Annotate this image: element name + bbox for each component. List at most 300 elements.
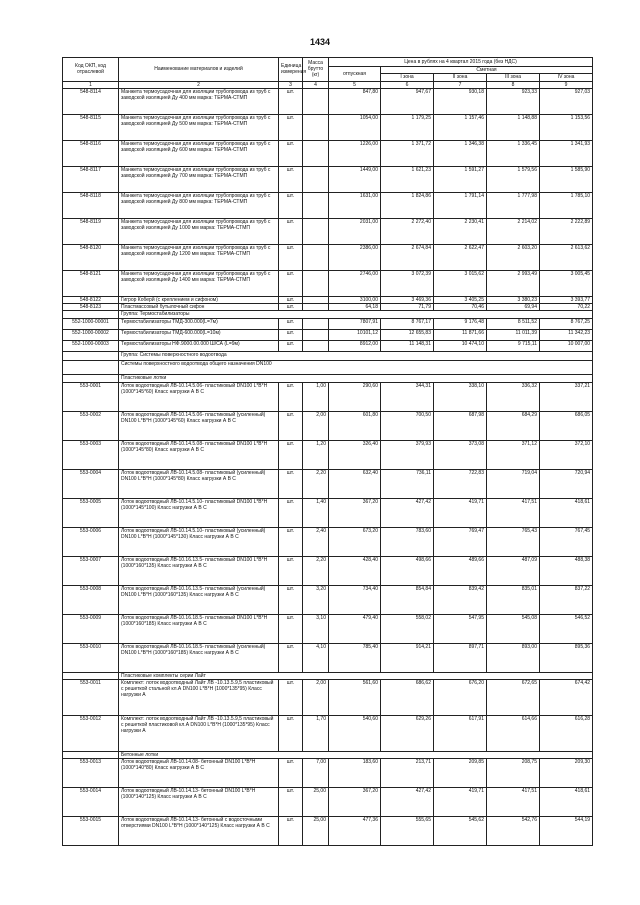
price-zone-4: 767,45 — [540, 527, 593, 556]
item-code: 548-8114 — [63, 88, 119, 114]
price-zone-1: 629,26 — [381, 715, 434, 751]
item-mass — [303, 114, 329, 140]
item-mass — [303, 318, 329, 329]
item-unit: шт. — [279, 114, 303, 140]
item-mass: 25,00 — [303, 817, 329, 846]
col-number: 9 — [540, 81, 593, 88]
price-zone-4: 70,22 — [540, 304, 593, 311]
price-zone-3: 893,00 — [487, 643, 540, 672]
item-unit: шт. — [279, 788, 303, 817]
header-zone-4: IV зона — [540, 74, 593, 81]
header-mass: Масса брутто (кг) — [303, 58, 329, 82]
price-zone-2: 1 791,14 — [434, 192, 487, 218]
item-unit: шт. — [279, 218, 303, 244]
price-release: 183,60 — [329, 759, 381, 788]
price-zone-1: 686,62 — [381, 679, 434, 715]
price-zone-3: 8 511,52 — [487, 318, 540, 329]
group-row — [63, 311, 593, 318]
subgroup-heading: Системы поверхностного водоотвода общего назначения DN100 — [119, 360, 593, 374]
price-zone-1: 213,71 — [381, 759, 434, 788]
table-row — [63, 318, 593, 329]
item-code: 548-8122 — [63, 296, 119, 303]
price-zone-3: 3 380,23 — [487, 296, 540, 303]
price-zone-2: 373,08 — [434, 440, 487, 469]
price-zone-1: 3 469,36 — [381, 296, 434, 303]
item-unit: шт. — [279, 88, 303, 114]
table-header — [63, 58, 593, 89]
group-row — [63, 751, 593, 758]
price-zone-4: 1 153,56 — [540, 114, 593, 140]
price-zone-1: 1 621,23 — [381, 166, 434, 192]
price-release: 477,36 — [329, 817, 381, 846]
price-zone-4: 488,38 — [540, 556, 593, 585]
price-zone-1: 854,84 — [381, 585, 434, 614]
price-zone-2: 9 176,48 — [434, 318, 487, 329]
price-zone-3: 2 214,02 — [487, 218, 540, 244]
table-row — [63, 340, 593, 351]
item-mass: 4,10 — [303, 643, 329, 672]
column-numbers-row — [63, 81, 593, 88]
price-release: 2031,00 — [329, 218, 381, 244]
item-mass: 25,00 — [303, 788, 329, 817]
page-number: 1434 — [309, 37, 331, 47]
price-zone-3: 208,75 — [487, 759, 540, 788]
price-zone-2: 722,83 — [434, 469, 487, 498]
item-name: Лоток водоотводный ЛВ-10.14.5.06- пластиковый (усиленный) DN100 L*B*H (1000*145*60) Класс нагрузки А В С — [119, 411, 279, 440]
price-zone-2: 11 871,66 — [434, 329, 487, 340]
item-unit: шт. — [279, 192, 303, 218]
table-row — [63, 114, 593, 140]
col-number: 6 — [381, 81, 434, 88]
price-zone-4: 418,61 — [540, 788, 593, 817]
price-zone-2: 10 474,10 — [434, 340, 487, 351]
price-release: 64,18 — [329, 304, 381, 311]
item-name: Манжета термоусадочная для изоляции трубопровода из труб с заводской изоляцией Ду 800 мм марка: ТЕРМА-СТМП — [119, 192, 279, 218]
item-code: 548-8117 — [63, 166, 119, 192]
item-code: 553-0003 — [63, 440, 119, 469]
col-number: 2 — [119, 81, 279, 88]
price-zone-1: 914,21 — [381, 643, 434, 672]
item-mass — [303, 329, 329, 340]
item-mass: 7,00 — [303, 759, 329, 788]
item-mass: 2,00 — [303, 679, 329, 715]
price-zone-1: 71,79 — [381, 304, 434, 311]
table-body — [63, 88, 593, 845]
item-mass — [303, 270, 329, 296]
group-row — [63, 360, 593, 374]
price-zone-2: 839,42 — [434, 585, 487, 614]
price-zone-2: 70,46 — [434, 304, 487, 311]
item-name: Лоток водоотводный ЛВ-10.16.18.5- пластиковый (усиленный) DN100 L*B*H (1000*160*185) Класс нагрузки А В С — [119, 643, 279, 672]
item-name: Лоток водоотводный ЛВ-10.14.5.08- пластиковый (усиленный) DN100 L*B*H (1000*145*80) Класс нагрузки А В С — [119, 469, 279, 498]
price-zone-3: 672,65 — [487, 679, 540, 715]
item-code: 553-0008 — [63, 585, 119, 614]
table-row — [63, 585, 593, 614]
price-release: 1226,00 — [329, 140, 381, 166]
table-row — [63, 498, 593, 527]
price-release: 1054,00 — [329, 114, 381, 140]
item-unit: шт. — [279, 817, 303, 846]
price-zone-4: 209,30 — [540, 759, 593, 788]
table-row — [63, 440, 593, 469]
price-release: 632,40 — [329, 469, 381, 498]
price-zone-4: 927,03 — [540, 88, 593, 114]
price-zone-2: 1 346,38 — [434, 140, 487, 166]
price-zone-1: 700,50 — [381, 411, 434, 440]
price-zone-4: 837,22 — [540, 585, 593, 614]
subgroup-heading: Бетонные лотки — [119, 751, 593, 758]
col-number: 5 — [329, 81, 381, 88]
item-code: 548-8123 — [63, 304, 119, 311]
col-number: 7 — [434, 81, 487, 88]
price-zone-4: 720,94 — [540, 469, 593, 498]
price-zone-3: 1 148,88 — [487, 114, 540, 140]
price-release: 673,20 — [329, 527, 381, 556]
price-zone-2: 419,71 — [434, 788, 487, 817]
item-unit: шт. — [279, 270, 303, 296]
price-release: 367,20 — [329, 498, 381, 527]
item-name: Пластмассовый бутылочный сифон — [119, 304, 279, 311]
item-code: 548-8120 — [63, 244, 119, 270]
item-code: 553-0001 — [63, 382, 119, 411]
item-code: 548-8116 — [63, 140, 119, 166]
item-code: 553-0005 — [63, 498, 119, 527]
col-number: 3 — [279, 81, 303, 88]
item-name: Лоток водоотводный ЛВ-10.14.5.08- пластиковый DN100 L*B*H (1000*145*80) Класс нагрузки А В С — [119, 440, 279, 469]
price-zone-3: 69,94 — [487, 304, 540, 311]
price-release: 3100,00 — [329, 296, 381, 303]
table-row — [63, 218, 593, 244]
col-number: 1 — [63, 81, 119, 88]
item-name: Лоток водоотводный ЛВ-10.16.13.5- пластиковый (усиленный) DN100 L*B*H (1000*160*135) Класс нагрузки А В С — [119, 585, 279, 614]
price-zone-1: 344,31 — [381, 382, 434, 411]
table-row — [63, 382, 593, 411]
table-row — [63, 527, 593, 556]
price-zone-4: 616,28 — [540, 715, 593, 751]
item-code: 553-0012 — [63, 715, 119, 751]
item-mass — [303, 166, 329, 192]
price-release: 561,60 — [329, 679, 381, 715]
price-zone-2: 2 622,47 — [434, 244, 487, 270]
price-zone-4: 1 785,10 — [540, 192, 593, 218]
price-zone-3: 487,09 — [487, 556, 540, 585]
item-unit: шт. — [279, 715, 303, 751]
price-zone-4: 337,21 — [540, 382, 593, 411]
item-unit: шт. — [279, 759, 303, 788]
price-zone-2: 209,85 — [434, 759, 487, 788]
item-name: Комплект: лоток водоотводный Лайт ЛВ -10.13.5.9,5 пластиковый с решеткой пластиковой кл.А DN100 L*B*H (1000*135*95) Класс нагрузки А — [119, 715, 279, 751]
price-release: 367,20 — [329, 788, 381, 817]
price-zone-1: 736,11 — [381, 469, 434, 498]
price-zone-4: 372,10 — [540, 440, 593, 469]
item-mass — [303, 192, 329, 218]
price-table — [62, 57, 593, 846]
group-row — [63, 672, 593, 679]
item-unit: шт. — [279, 296, 303, 303]
item-code: 553-0006 — [63, 527, 119, 556]
price-zone-3: 542,76 — [487, 817, 540, 846]
price-zone-3: 1 579,56 — [487, 166, 540, 192]
item-name: Комплект: лоток водоотводный Лайт ЛВ -10.13.5.9,5 пластиковый с решеткой стальной кл.А DN100 L*B*H (1000*135*95) Класс нагрузки А — [119, 679, 279, 715]
price-zone-4: 418,61 — [540, 498, 593, 527]
item-code: 553-0007 — [63, 556, 119, 585]
item-code: 548-8121 — [63, 270, 119, 296]
price-zone-3: 371,12 — [487, 440, 540, 469]
price-zone-4: 3 393,77 — [540, 296, 593, 303]
price-release: 428,40 — [329, 556, 381, 585]
price-zone-4: 3 005,45 — [540, 270, 593, 296]
price-zone-3: 2 603,20 — [487, 244, 540, 270]
price-zone-2: 897,71 — [434, 643, 487, 672]
price-zone-3: 336,32 — [487, 382, 540, 411]
price-zone-2: 489,66 — [434, 556, 487, 585]
item-unit: шт. — [279, 244, 303, 270]
table-row — [63, 140, 593, 166]
price-zone-1: 783,60 — [381, 527, 434, 556]
item-mass: 3,20 — [303, 585, 329, 614]
price-release: 290,60 — [329, 382, 381, 411]
item-name: Лоток водоотводный ЛВ-10.14.13- бетонный DN100 L*B*H (1000*140*125) Класс нагрузки А В С — [119, 788, 279, 817]
price-zone-3: 417,51 — [487, 788, 540, 817]
price-zone-2: 419,71 — [434, 498, 487, 527]
item-code: 553-0002 — [63, 411, 119, 440]
item-code: 553-0010 — [63, 643, 119, 672]
price-zone-3: 1 777,98 — [487, 192, 540, 218]
price-release: 479,40 — [329, 614, 381, 643]
price-zone-3: 1 336,45 — [487, 140, 540, 166]
header-zone-3: III зона — [487, 74, 540, 81]
header-estimate: Сметная — [381, 67, 593, 74]
group-row — [63, 351, 593, 360]
item-name: Лоток водоотводный ЛВ-10.14.13- бетонный с водосточными отверстиями DN100 L*B*H (1000*140*125) Класс нагрузки А В С — [119, 817, 279, 846]
table-row — [63, 270, 593, 296]
table-row — [63, 788, 593, 817]
price-zone-3: 835,01 — [487, 585, 540, 614]
header-zone-2: II зона — [434, 74, 487, 81]
item-mass — [303, 244, 329, 270]
price-zone-2: 3 015,62 — [434, 270, 487, 296]
item-mass: 2,20 — [303, 469, 329, 498]
item-code: 548-8118 — [63, 192, 119, 218]
price-zone-1: 427,42 — [381, 498, 434, 527]
subgroup-heading: Пластиковые лотки — [119, 374, 593, 382]
item-unit: шт. — [279, 585, 303, 614]
item-code: 552-1000-00003 — [63, 340, 119, 351]
price-release: 326,40 — [329, 440, 381, 469]
price-zone-4: 2 613,62 — [540, 244, 593, 270]
price-zone-2: 338,10 — [434, 382, 487, 411]
table-row — [63, 88, 593, 114]
item-code: 552-1000-00002 — [63, 329, 119, 340]
price-zone-1: 11 148,31 — [381, 340, 434, 351]
price-release: 601,80 — [329, 411, 381, 440]
price-zone-2: 676,20 — [434, 679, 487, 715]
header-unit: Единица измерения — [279, 58, 303, 82]
item-code: 553-0015 — [63, 817, 119, 846]
item-name: Лоток водоотводный ЛВ-10.16.18.5- пластиковый DN100 L*B*H (1000*160*185) Класс нагрузки А В С — [119, 614, 279, 643]
table-row — [63, 192, 593, 218]
item-mass: 2,20 — [303, 556, 329, 585]
item-mass — [303, 296, 329, 303]
table-row — [63, 296, 593, 303]
item-mass: 2,00 — [303, 411, 329, 440]
price-zone-1: 427,42 — [381, 788, 434, 817]
price-zone-4: 1 341,93 — [540, 140, 593, 166]
item-mass: 1,40 — [303, 498, 329, 527]
price-zone-2: 617,91 — [434, 715, 487, 751]
price-zone-3: 11 011,39 — [487, 329, 540, 340]
price-zone-3: 923,33 — [487, 88, 540, 114]
item-unit: шт. — [279, 679, 303, 715]
price-zone-3: 765,43 — [487, 527, 540, 556]
price-release: 1449,00 — [329, 166, 381, 192]
table-row — [63, 411, 593, 440]
item-code: 553-0011 — [63, 679, 119, 715]
item-name: Манжета термоусадочная для изоляции трубопровода из труб с заводской изоляцией Ду 500 мм марка: ТЕРМА-СТМП — [119, 114, 279, 140]
price-release: 847,80 — [329, 88, 381, 114]
item-mass: 1,20 — [303, 440, 329, 469]
price-release: 540,60 — [329, 715, 381, 751]
item-name: Лоток водоотводный ЛВ-10.14.08- бетонный DN100 L*B*H (1000*140*80) Класс нагрузки А В С — [119, 759, 279, 788]
price-zone-2: 687,98 — [434, 411, 487, 440]
price-zone-4: 895,36 — [540, 643, 593, 672]
price-zone-2: 1 591,27 — [434, 166, 487, 192]
price-release: 8912,00 — [329, 340, 381, 351]
item-code: 553-0009 — [63, 614, 119, 643]
price-zone-3: 417,51 — [487, 498, 540, 527]
item-unit: шт. — [279, 304, 303, 311]
item-name: Манжета термоусадочная для изоляции трубопровода из труб с заводской изоляцией Ду 700 мм марка: ТЕРМА-СТМП — [119, 166, 279, 192]
item-name: Манжета термоусадочная для изоляции трубопровода из труб с заводской изоляцией Ду 1000 мм марка: ТЕРМА-СТМП — [119, 218, 279, 244]
price-release: 7807,91 — [329, 318, 381, 329]
col-number: 4 — [303, 81, 329, 88]
price-zone-1: 1 371,72 — [381, 140, 434, 166]
item-mass: 3,10 — [303, 614, 329, 643]
header-zone-1: I зона — [381, 74, 434, 81]
price-zone-1: 2 674,84 — [381, 244, 434, 270]
item-code: 553-0013 — [63, 759, 119, 788]
price-zone-3: 614,66 — [487, 715, 540, 751]
subgroup-heading: Пластиковые комплекты серии Лайт — [119, 672, 593, 679]
item-name: Манжета термоусадочная для изоляции трубопровода из труб с заводской изоляцией Ду 600 мм марка: ТЕРМА-СТМП — [119, 140, 279, 166]
price-zone-1: 379,93 — [381, 440, 434, 469]
item-unit: шт. — [279, 340, 303, 351]
item-unit: шт. — [279, 411, 303, 440]
table-row — [63, 304, 593, 311]
header-code: Код ОКП, код отраслевой — [63, 58, 119, 82]
table-row — [63, 759, 593, 788]
item-code: 548-8119 — [63, 218, 119, 244]
header-release: отпускная — [329, 67, 381, 82]
price-zone-2: 3 405,25 — [434, 296, 487, 303]
group-heading: Группа: Системы поверхностного водоотвода — [119, 351, 593, 360]
item-mass: 2,40 — [303, 527, 329, 556]
price-zone-1: 558,02 — [381, 614, 434, 643]
price-zone-3: 9 715,11 — [487, 340, 540, 351]
price-zone-4: 544,19 — [540, 817, 593, 846]
price-release: 1631,00 — [329, 192, 381, 218]
item-code: 553-0004 — [63, 469, 119, 498]
price-zone-2: 769,47 — [434, 527, 487, 556]
item-mass — [303, 140, 329, 166]
price-zone-4: 2 222,89 — [540, 218, 593, 244]
item-unit: шт. — [279, 382, 303, 411]
item-name: Гигрор Коберй (с креплением и сифоном) — [119, 296, 279, 303]
price-zone-1: 1 824,86 — [381, 192, 434, 218]
table-row — [63, 329, 593, 340]
price-zone-1: 8 767,17 — [381, 318, 434, 329]
price-zone-4: 674,42 — [540, 679, 593, 715]
table-row — [63, 715, 593, 751]
table-row — [63, 679, 593, 715]
price-release: 10101,12 — [329, 329, 381, 340]
price-zone-2: 2 230,41 — [434, 218, 487, 244]
price-zone-1: 498,66 — [381, 556, 434, 585]
item-name: Манжета термоусадочная для изоляции трубопровода из труб с заводской изоляцией Ду 1400 мм марка: ТЕРМА-СТМП — [119, 270, 279, 296]
table-row — [63, 469, 593, 498]
item-mass — [303, 340, 329, 351]
header-price-title: Цена в рублях на 4 квартал 2015 года (без НДС) — [329, 58, 593, 67]
price-zone-2: 547,95 — [434, 614, 487, 643]
item-name: Термостабилизаторы НФ.9000.00.000 Ш/СА (L=9м) — [119, 340, 279, 351]
item-unit: шт. — [279, 556, 303, 585]
group-heading: Группа: Термостабилизаторы — [119, 311, 593, 318]
item-name: Лоток водоотводный ЛВ-10.14.5.10- пластиковый (усиленный) DN100 L*B*H (1000*145*130) Класс нагрузки А В С — [119, 527, 279, 556]
price-release: 2746,00 — [329, 270, 381, 296]
item-name: Лоток водоотводный ЛВ-10.16.13.5- пластиковый DN100 L*B*H (1000*160*135) Класс нагрузки А В С — [119, 556, 279, 585]
table-row — [63, 643, 593, 672]
item-mass: 1,00 — [303, 382, 329, 411]
price-zone-4: 686,05 — [540, 411, 593, 440]
item-unit: шт. — [279, 318, 303, 329]
item-mass — [303, 88, 329, 114]
item-name: Термостабилизаторы ТМД-300.000(L=7м) — [119, 318, 279, 329]
item-unit: шт. — [279, 469, 303, 498]
price-zone-4: 10 007,00 — [540, 340, 593, 351]
item-unit: шт. — [279, 140, 303, 166]
price-zone-3: 684,29 — [487, 411, 540, 440]
price-release: 2386,00 — [329, 244, 381, 270]
item-mass: 1,70 — [303, 715, 329, 751]
group-row — [63, 374, 593, 382]
item-name: Термостабилизаторы ТМД-600.000(L=10м) — [119, 329, 279, 340]
item-unit: шт. — [279, 440, 303, 469]
item-name: Манжета термоусадочная для изоляции трубопровода из труб с заводской изоляцией Ду 1200 мм марка: ТЕРМА-СТМП — [119, 244, 279, 270]
header-name: Наименование материалов и изделий — [119, 58, 279, 82]
item-name: Лоток водоотводный ЛВ-10.14.5.06- пластиковый DN100 L*B*H (1000*145*60) Класс нагрузки А В С — [119, 382, 279, 411]
item-unit: шт. — [279, 614, 303, 643]
price-zone-1: 1 179,25 — [381, 114, 434, 140]
item-unit: шт. — [279, 166, 303, 192]
price-zone-3: 719,04 — [487, 469, 540, 498]
table-row — [63, 817, 593, 846]
price-zone-4: 11 342,23 — [540, 329, 593, 340]
price-zone-4: 546,52 — [540, 614, 593, 643]
item-unit: шт. — [279, 527, 303, 556]
table-row — [63, 556, 593, 585]
price-zone-1: 3 072,39 — [381, 270, 434, 296]
price-zone-2: 930,18 — [434, 88, 487, 114]
item-unit: шт. — [279, 329, 303, 340]
price-release: 785,40 — [329, 643, 381, 672]
item-mass — [303, 304, 329, 311]
item-name: Манжета термоусадочная для изоляции трубопровода из труб с заводской изоляцией Ду 400 мм марка: ТЕРМА-СТМП — [119, 88, 279, 114]
price-release: 734,40 — [329, 585, 381, 614]
item-name: Лоток водоотводный ЛВ-10.14.5.10- пластиковый DN100 L*B*H (1000*145*100) Класс нагрузки А В С — [119, 498, 279, 527]
price-zone-1: 2 272,40 — [381, 218, 434, 244]
price-zone-1: 555,65 — [381, 817, 434, 846]
price-zone-3: 545,08 — [487, 614, 540, 643]
